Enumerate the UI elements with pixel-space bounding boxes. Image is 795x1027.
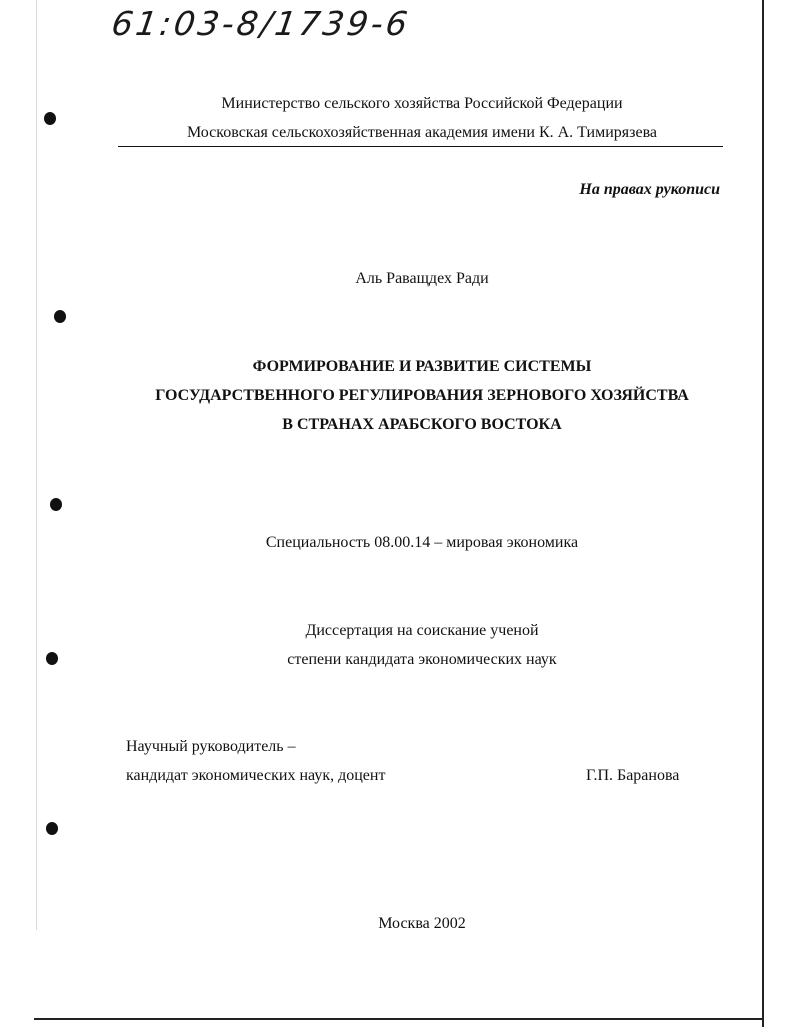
header-rule — [118, 146, 723, 147]
title-line-3: В СТРАНАХ АРАБСКОГО ВОСТОКА — [282, 416, 562, 433]
title-line-1: ФОРМИРОВАНИЕ И РАЗВИТИЕ СИСТЕМЫ — [252, 358, 592, 375]
supervisor-name: Г.П. Баранова — [586, 767, 680, 784]
supervisor-degree: кандидат экономических наук, доцент — [126, 767, 386, 784]
title-line-2: ГОСУДАРСТВЕННОГО РЕГУЛИРОВАНИЯ ЗЕРНОВОГО ХОЗЯЙСТВА — [155, 387, 689, 404]
binder-hole-mark — [50, 498, 62, 511]
place-and-year: Москва 2002 — [378, 915, 466, 932]
author-name: Аль Раващдех Ради — [355, 270, 489, 287]
scan-edge-bottom — [34, 1018, 764, 1020]
binder-hole-mark — [46, 822, 58, 835]
specialty: Специальность 08.00.14 – мировая экономика — [265, 534, 579, 551]
binder-hole-mark — [54, 310, 66, 323]
academy-name: Московская сельскохозяйственная академия имени К. А. Тимирязева — [186, 124, 658, 141]
dissertation-line-2: степени кандидата экономических наук — [287, 651, 557, 668]
supervisor-label: Научный руководитель – — [126, 738, 296, 755]
ministry-name: Министерство сельского хозяйства Российской Федерации — [221, 95, 623, 112]
rights-note: На правах рукописи — [579, 181, 720, 198]
scan-edge-right — [762, 0, 764, 1027]
dissertation-line-1: Диссертация на соискание ученой — [305, 622, 539, 639]
handwritten-call-number: 61:03-8/1739-6 — [109, 4, 413, 43]
